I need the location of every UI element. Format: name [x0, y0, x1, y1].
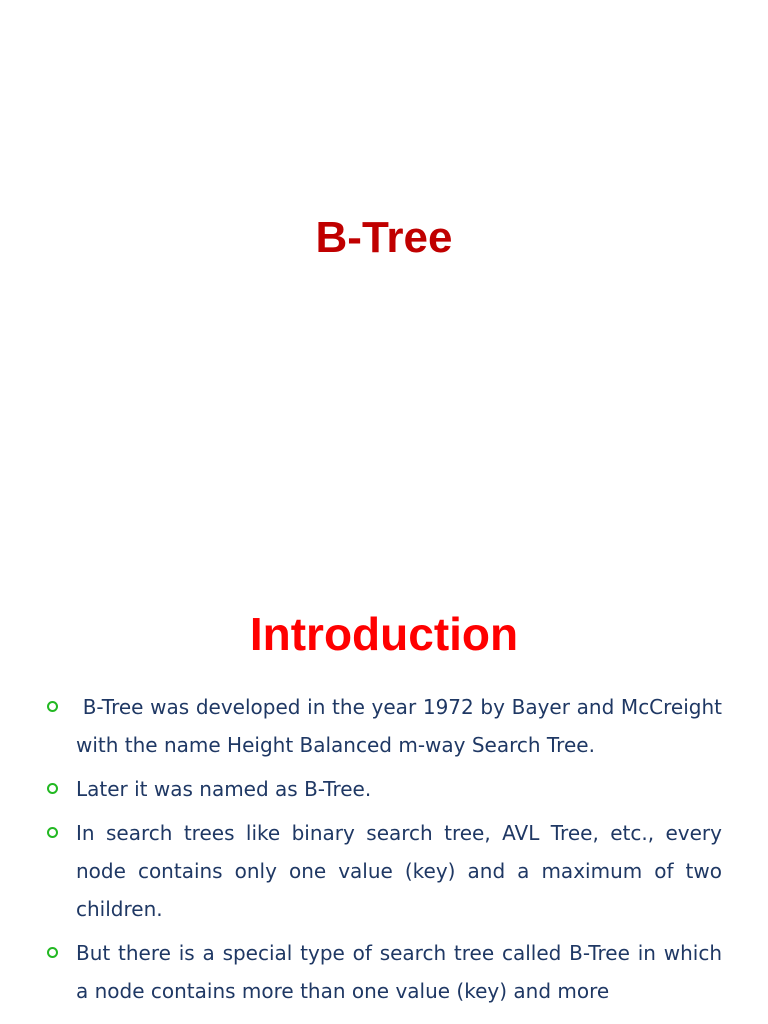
bullet-item	[40, 770, 722, 808]
bullet-text: B-Tree was developed in the year 1972 by Bayer and McCreight with the name Height Balanced m-way Search Tree.	[76, 695, 729, 757]
bullet-circle-icon	[47, 827, 58, 838]
bullet-list	[40, 688, 729, 1016]
bullet-circle-icon	[47, 701, 58, 712]
slide-title: B-Tree	[315, 213, 453, 262]
section-title: Introduction	[249, 608, 519, 660]
bullet-text: But there is a special type of search tree called B-Tree in which a node contains more than one value (key) and more	[76, 941, 722, 1003]
bullet-circle-icon	[47, 947, 58, 958]
bullet-text: In search trees like binary search tree, AVL Tree, etc., every node contains only one value (key) and a maximum of two children.	[76, 821, 722, 921]
bullet-item	[40, 934, 722, 1010]
bullet-item	[40, 814, 722, 928]
bullet-item	[40, 688, 729, 764]
bullet-circle-icon	[47, 783, 58, 794]
bullet-text: Later it was named as B-Tree.	[76, 777, 372, 801]
